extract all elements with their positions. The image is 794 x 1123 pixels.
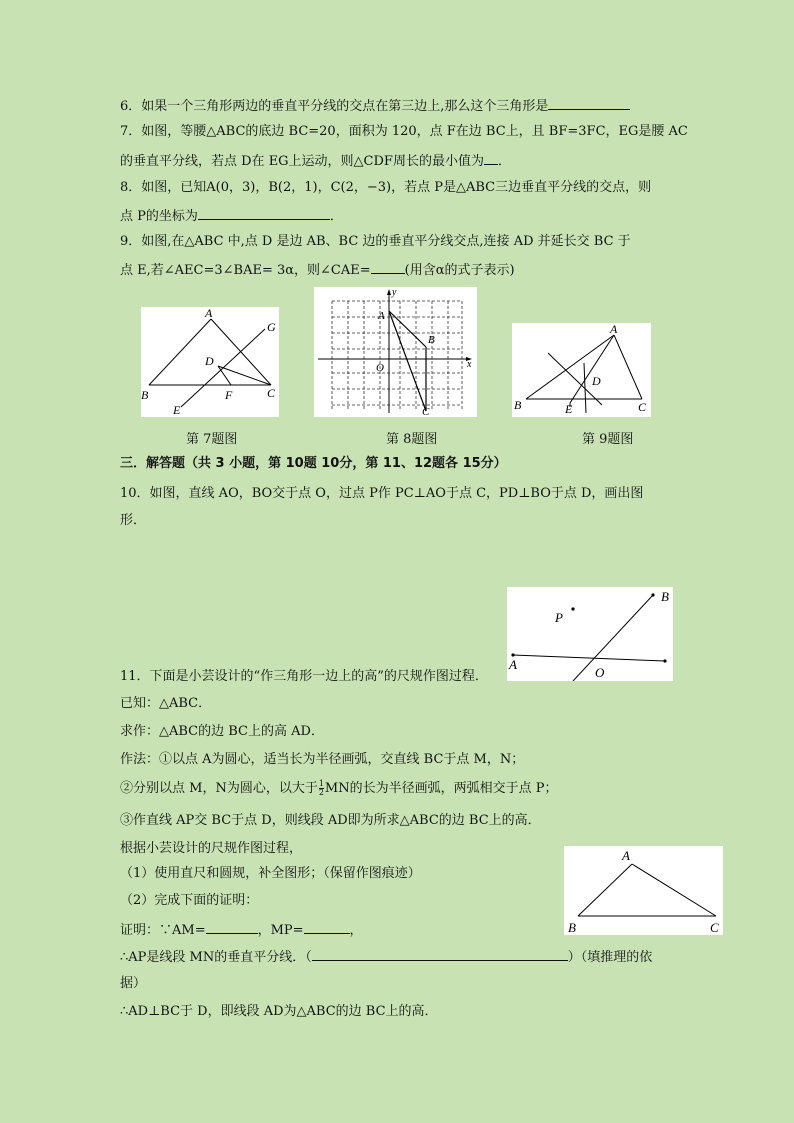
fig7-label-c: C [267, 386, 276, 400]
q11-proof-1-start: 证明：∵AM= [120, 923, 206, 938]
q7-answer-blank[interactable] [484, 151, 498, 165]
fig7-label-a: A [205, 307, 213, 320]
q8-period: ． [329, 209, 343, 224]
question-7-line2 [120, 151, 511, 171]
q11-proof-3: 据） [120, 976, 147, 991]
fig8-label-a: A [378, 310, 385, 322]
fig10-point-p [571, 607, 574, 610]
question-6 [120, 96, 630, 116]
figure-8-diagram [314, 287, 477, 417]
figure-11-diagram [564, 846, 723, 935]
q11-find: 求作：△ABC的边 BC上的高 AD． [120, 724, 324, 739]
question-8-line1: 8．如图，已知A(0，3)，B(2，1)，C(2，−3)，若点 P是△ABC三边垂直平分线的交点，则 [120, 180, 652, 195]
figure-11 [564, 846, 723, 935]
fig7-label-e: E [173, 403, 181, 417]
fig8-label-o: O [376, 362, 384, 374]
fig8-label-b: B [428, 334, 435, 346]
q11-method-2-end: MN的长为半径画弧，两弧相交于点 P； [324, 781, 558, 796]
question-8-line2 [120, 206, 343, 226]
q7-period: ． [497, 154, 511, 169]
q11-method-2 [120, 780, 558, 798]
figure-8 [314, 287, 477, 417]
figure-10 [507, 587, 673, 681]
fig10-label-p: P [555, 610, 563, 625]
section-3-heading: 三．解答题（共 3 小题，第 10题 10分，第 11、12题各 15分） [120, 456, 507, 471]
question-10-line2: 形． [120, 513, 147, 528]
q11-proof-2 [120, 947, 652, 967]
q11-proof-4: ∴AD⊥BC于 D，即线段 AD为△ABC的边 BC上的高． [120, 1004, 438, 1019]
q7-text: 的垂直平分线，若点 D在 EG上运动，则△CDF周长的最小值为 [120, 154, 484, 169]
q11-proof-1-end: ， [349, 923, 363, 938]
fig7-label-f: F [225, 388, 233, 402]
q9-text: 点 E,若∠AEC=3∠BAE= 3α，则∠CAE= [120, 263, 371, 278]
figure-9-diagram [512, 323, 651, 417]
q11-basis: 根据小芸设计的尺规作图过程， [120, 841, 303, 856]
fig11-label-c: C [710, 920, 719, 935]
q6-answer-blank[interactable] [548, 96, 630, 110]
q9-hint: (用含α的式子表示) [404, 263, 515, 278]
q11-task-2: （2）完成下面的证明： [120, 893, 259, 908]
fig8-label-y: y [392, 287, 397, 298]
q6-text: 6．如果一个三角形两边的垂直平分线的交点在第三边上,那么这个三角形是 [120, 99, 549, 114]
figure-9-caption: 第 9题图 [582, 432, 634, 447]
fig7-label-g: G [267, 320, 276, 334]
q11-fraction [319, 780, 324, 797]
q11-reason-blank[interactable] [312, 947, 568, 961]
fig7-label-b: B [141, 388, 149, 402]
q11-mp-blank[interactable] [304, 920, 350, 934]
fig8-label-c: C [422, 406, 430, 417]
fig9-label-d: D [592, 374, 601, 388]
fig11-label-a: A [622, 848, 630, 863]
fig10-label-a: A [509, 657, 517, 672]
fig11-label-b: B [568, 920, 576, 935]
q11-task-1: （1）使用直尺和圆规，补全图形；（保留作图痕迹） [120, 866, 421, 881]
figure-7-caption: 第 7题图 [186, 432, 238, 447]
question-9-line2 [120, 260, 515, 280]
q11-proof-2-start: ∴AP是线段 MN的垂直平分线．（ [120, 950, 312, 965]
question-10-line1: 10．如图，直线 AO，BO交于点 O，过点 P作 PC⊥AO于点 C，PD⊥BO于点 D，画出图 [120, 486, 644, 501]
fig8-grid [332, 301, 462, 409]
q11-proof-1-mid: ，MP= [257, 923, 304, 938]
figure-9 [512, 323, 651, 417]
q11-method-2-start: ②分别以点 M，N为圆心，以大于 [120, 781, 318, 796]
question-7-line1: 7．如图，等腰△ABC的底边 BC=20，面积为 120，点 F在边 BC上，且 BF=3FC，EG是腰 AC [120, 124, 688, 139]
question-9-line1: 9．如图,在△ABC 中,点 D 是边 AB、BC 边的垂直平分线交点,连接 AD 并延长交 BC 于 [120, 234, 631, 249]
q11-proof-1 [120, 920, 363, 940]
q11-known: 已知：△ABC． [120, 696, 212, 711]
q9-answer-blank[interactable] [371, 260, 405, 274]
q8-answer-blank[interactable] [198, 206, 330, 220]
question-11-intro: 11．下面是小芸设计的“作三角形一边上的高”的尺规作图过程． [120, 669, 488, 684]
fig8-label-x: x [467, 359, 472, 370]
q11-method-3: ③作直线 AP交 BC于点 D，则线段 AD即为所求△ABC的边 BC上的高． [120, 813, 541, 828]
fig10-label-b: B [661, 589, 669, 604]
q11-fraction-den: 2 [318, 788, 324, 797]
figure-7 [141, 307, 279, 417]
figure-10-diagram [507, 587, 673, 681]
q11-method-1: 作法：①以点 A为圆心，适当长为半径画弧，交直线 BC于点 M，N； [120, 752, 525, 767]
fig9-label-c: C [638, 400, 647, 414]
q8-text: 点 P的坐标为 [120, 209, 198, 224]
figure-7-diagram [141, 307, 279, 417]
fig9-label-e: E [565, 402, 573, 416]
q11-fraction-num: 1 [318, 779, 324, 788]
figure-8-caption: 第 8题图 [386, 432, 438, 447]
q11-proof-2-end: ）（填推理的依 [567, 950, 653, 965]
q11-am-blank[interactable] [206, 920, 258, 934]
fig10-label-o: O [595, 665, 605, 680]
fig9-label-b: B [514, 398, 522, 412]
fig7-label-d: D [205, 354, 214, 368]
fig9-label-a: A [610, 323, 618, 336]
